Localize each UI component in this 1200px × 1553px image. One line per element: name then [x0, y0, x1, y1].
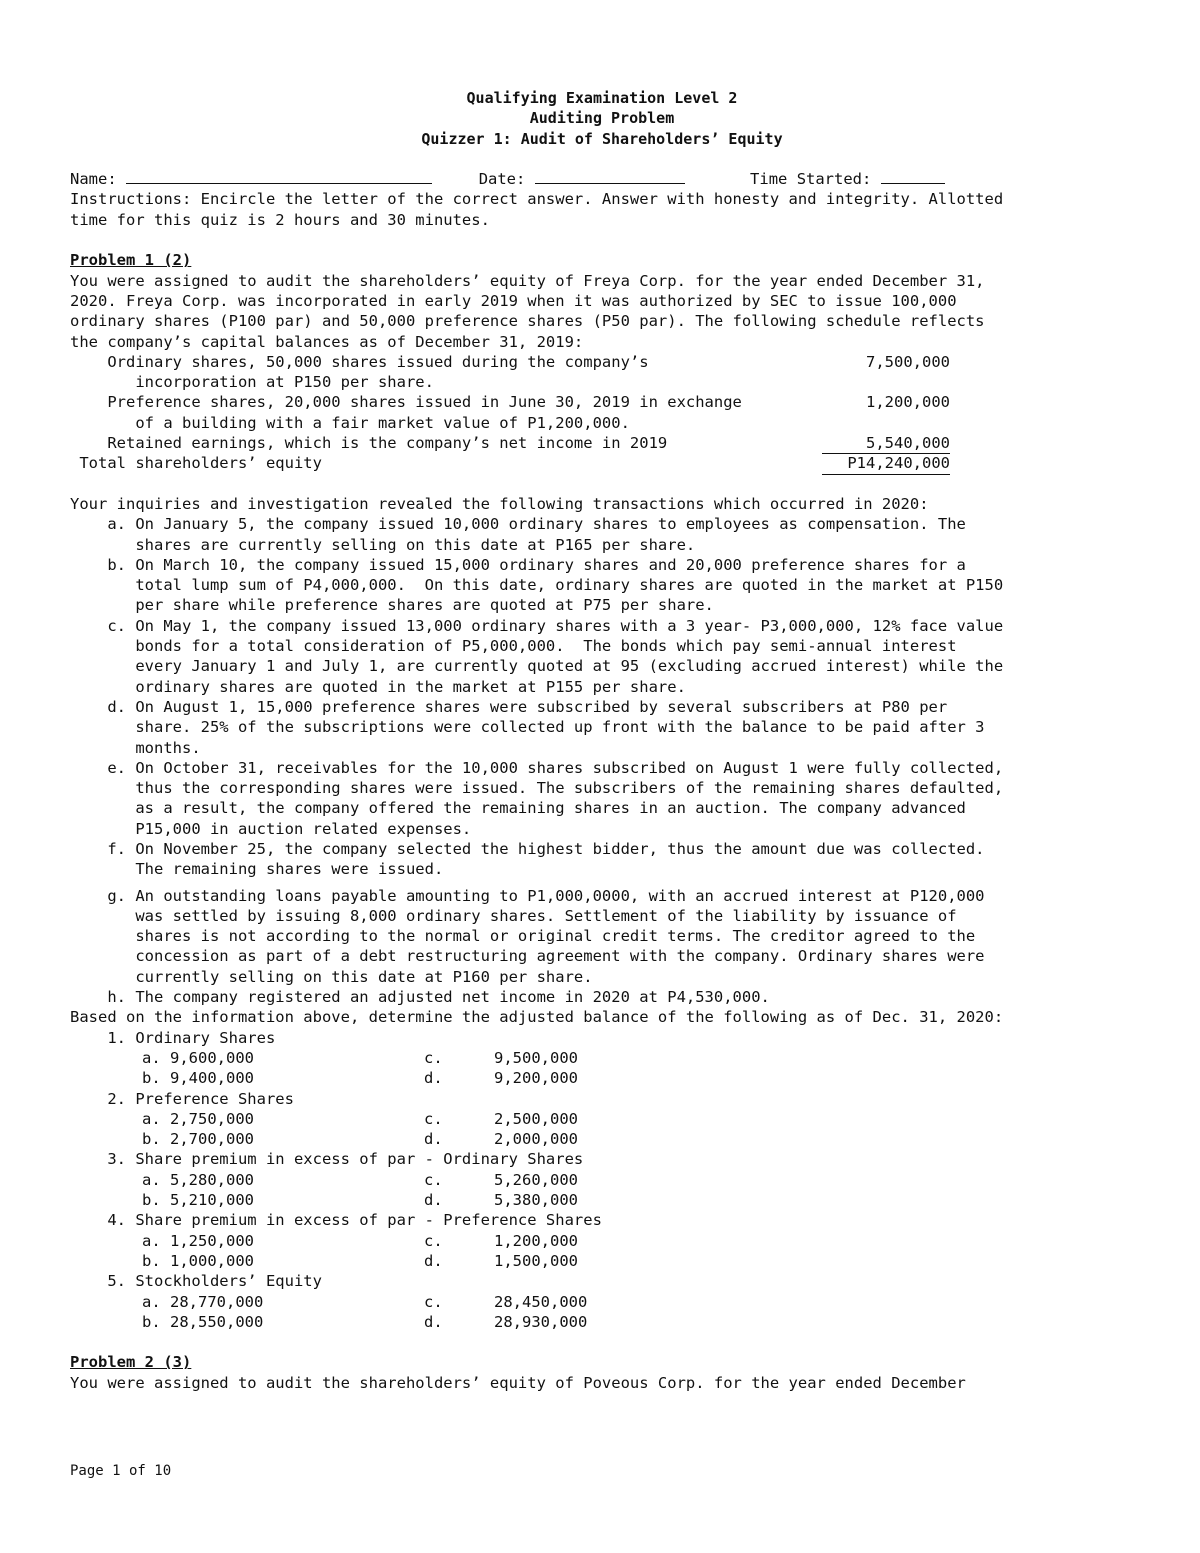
problem-1-intro-line: You were assigned to audit the shareholders’ equity of Freya Corp. for the year ended December 31,	[70, 271, 985, 290]
choice-row	[70, 1129, 1134, 1149]
schedule-total-row	[70, 453, 1134, 473]
answer-choice[interactable]: 5,380,000	[494, 1191, 578, 1210]
question-label: 4. Share premium in excess of par - Preference Shares	[70, 1211, 602, 1230]
answer-choice[interactable]: d.	[424, 1251, 443, 1270]
schedule-amount: 7,500,000	[866, 352, 950, 371]
schedule-total-label: Total shareholders’ equity	[70, 454, 322, 473]
choice-row	[70, 1231, 1134, 1251]
transaction-line: The remaining shares were issued.	[70, 860, 444, 879]
answer-choice[interactable]: c.	[424, 1231, 443, 1250]
problem-2-intro-line: You were assigned to audit the shareholders’ equity of Poveous Corp. for the year ended December	[70, 1373, 966, 1392]
document-page	[70, 88, 1134, 1393]
transaction-item	[70, 555, 1134, 616]
quiz-title: Quizzer 1: Audit of Shareholders’ Equity	[421, 129, 783, 148]
transaction-line: share. 25% of the subscriptions were collected up front with the balance to be paid after 3	[70, 718, 985, 737]
time-started-field[interactable]	[881, 169, 945, 184]
problem-1-intro-line: the company’s capital balances as of December 31, 2019:	[70, 332, 584, 351]
answer-choice[interactable]: b. 1,000,000	[142, 1251, 254, 1270]
choice-row	[70, 1251, 1134, 1271]
choice-row	[70, 1292, 1134, 1312]
page-number: Page 1 of 10	[70, 1463, 172, 1479]
answer-choice[interactable]: a. 9,600,000	[142, 1048, 254, 1067]
schedule-item: Preference shares, 20,000 shares issued in June 30, 2019 in exchange	[70, 393, 742, 412]
transaction-item	[70, 616, 1134, 697]
choice-row	[70, 1048, 1134, 1068]
question-label: 1. Ordinary Shares	[70, 1028, 276, 1047]
question-item	[70, 1089, 1134, 1150]
choice-row	[70, 1068, 1134, 1088]
transaction-item	[70, 514, 1134, 555]
name-field[interactable]	[126, 169, 432, 184]
answer-choice[interactable]: d.	[424, 1130, 443, 1149]
answer-choice[interactable]: c.	[424, 1170, 443, 1189]
exam-subtitle: Auditing Problem	[529, 109, 675, 128]
transactions-intro: Your inquiries and investigation revealed the following transactions which occurred in 2020:	[70, 494, 929, 513]
transaction-line: concession as part of a debt restructuring agreement with the company. Ordinary shares were	[70, 947, 985, 966]
answer-choice[interactable]: 9,500,000	[494, 1048, 578, 1067]
answer-choice[interactable]: b. 28,550,000	[142, 1312, 264, 1331]
transaction-line: h. The company registered an adjusted net income in 2020 at P4,530,000.	[70, 988, 770, 1007]
transaction-line: currently selling on this date at P160 per share.	[70, 967, 593, 986]
choice-row	[70, 1170, 1134, 1190]
capital-schedule	[70, 352, 1134, 474]
transaction-line: per share while preference shares are quoted at P75 per share.	[70, 596, 714, 615]
answer-choice[interactable]: c.	[424, 1109, 443, 1128]
transaction-line: was settled by issuing 8,000 ordinary shares. Settlement of the liability by issuance of	[70, 906, 957, 925]
transaction-line: months.	[70, 738, 201, 757]
transaction-line: d. On August 1, 15,000 preference shares were subscribed by several subscribers at P80 per	[70, 697, 948, 716]
schedule-row	[70, 352, 1134, 372]
problem-2-heading: Problem 2 (3)	[70, 1353, 192, 1372]
transaction-item	[70, 697, 1134, 758]
problem-1-intro-line: ordinary shares (P100 par) and 50,000 preference shares (P50 par). The following schedule reflects	[70, 312, 985, 331]
schedule-item: Retained earnings, which is the company’s net income in 2019	[70, 434, 668, 453]
question-label: 5. Stockholders’ Equity	[70, 1272, 322, 1291]
choice-row	[70, 1190, 1134, 1210]
answer-choice[interactable]: 2,500,000	[494, 1109, 578, 1128]
schedule-amount: 1,200,000	[866, 393, 950, 412]
schedule-row	[70, 413, 1134, 433]
answer-choice[interactable]: a. 28,770,000	[142, 1292, 264, 1311]
transaction-line: as a result, the company offered the remaining shares in an auction. The company advanced	[70, 799, 966, 818]
answer-choice[interactable]: b. 2,700,000	[142, 1130, 254, 1149]
transaction-line: P15,000 in auction related expenses.	[70, 819, 472, 838]
transaction-item	[70, 886, 1134, 987]
schedule-amount: 5,540,000	[822, 433, 950, 454]
transaction-line: bonds for a total consideration of P5,000,000. The bonds which pay semi-annual interest	[70, 637, 957, 656]
question-intro: Based on the information above, determine the adjusted balance of the following as of Dec. 31, 2020:	[70, 1008, 1004, 1027]
answer-choice[interactable]: c.	[424, 1292, 443, 1311]
answer-choice[interactable]: a. 1,250,000	[142, 1231, 254, 1250]
transaction-line: a. On January 5, the company issued 10,000 ordinary shares to employees as compensation. The	[70, 515, 966, 534]
time-started-label: Time Started:	[750, 170, 872, 189]
transactions-list	[70, 514, 1134, 1007]
form-fields-row	[70, 169, 1134, 189]
answer-choice[interactable]: 1,500,000	[494, 1251, 578, 1270]
instructions-line: time for this quiz is 2 hours and 30 minutes.	[70, 210, 490, 229]
transaction-line: thus the corresponding shares were issued. The subscribers of the remaining shares defaulted,	[70, 779, 1004, 798]
question-item	[70, 1028, 1134, 1089]
transaction-line: every January 1 and July 1, are currently quoted at 95 (excluding accrued interest) while the	[70, 657, 1004, 676]
date-label: Date:	[478, 170, 526, 189]
transaction-line: ordinary shares are quoted in the market at P155 per share.	[70, 677, 686, 696]
exam-title: Qualifying Examination Level 2	[466, 89, 738, 107]
schedule-row	[70, 392, 1134, 412]
answer-choice[interactable]: d.	[424, 1191, 443, 1210]
transaction-item	[70, 987, 1134, 1007]
instructions-line: Instructions: Encircle the letter of the correct answer. Answer with honesty and integrity. Allotted	[70, 190, 1004, 209]
question-label: 3. Share premium in excess of par - Ordinary Shares	[70, 1150, 584, 1169]
question-item	[70, 1149, 1134, 1210]
questions-list	[70, 1028, 1134, 1332]
transaction-line: shares are currently selling on this date at P165 per share.	[70, 535, 696, 554]
question-item	[70, 1210, 1134, 1271]
schedule-row	[70, 372, 1134, 392]
answer-choice[interactable]: b. 9,400,000	[142, 1069, 254, 1088]
transaction-line: e. On October 31, receivables for the 10,000 shares subscribed on August 1 were fully collected,	[70, 758, 1004, 777]
problem-1-intro-line: 2020. Freya Corp. was incorporated in early 2019 when it was authorized by SEC to issue 100,000	[70, 291, 957, 310]
date-field[interactable]	[535, 169, 685, 184]
transaction-line: total lump sum of P4,000,000. On this date, ordinary shares are quoted in the market at P150	[70, 576, 1004, 595]
answer-choice[interactable]: b. 5,210,000	[142, 1191, 254, 1210]
transaction-item	[70, 839, 1134, 880]
choice-row	[70, 1109, 1134, 1129]
problem-1-heading: Problem 1 (2)	[70, 251, 192, 270]
name-label: Name:	[70, 170, 117, 189]
answer-choice[interactable]: 2,000,000	[494, 1130, 578, 1149]
answer-choice[interactable]: 28,450,000	[494, 1292, 588, 1311]
answer-choice[interactable]: 9,200,000	[494, 1069, 578, 1088]
transaction-line: g. An outstanding loans payable amounting to P1,000,0000, with an accrued interest at P120,000	[70, 886, 985, 905]
schedule-item: of a building with a fair market value of P1,200,000.	[70, 413, 630, 432]
choice-row	[70, 1312, 1134, 1332]
schedule-item: Ordinary shares, 50,000 shares issued during the company’s	[70, 352, 649, 371]
schedule-item: incorporation at P150 per share.	[70, 373, 434, 392]
transaction-line: f. On November 25, the company selected the highest bidder, thus the amount due was collected.	[70, 839, 985, 858]
answer-choice[interactable]: 5,260,000	[494, 1170, 578, 1189]
answer-choice[interactable]: 28,930,000	[494, 1312, 588, 1331]
answer-choice[interactable]: d.	[424, 1312, 443, 1331]
schedule-total-amount: P14,240,000	[822, 453, 950, 474]
answer-choice[interactable]: 1,200,000	[494, 1231, 578, 1250]
answer-choice[interactable]: a. 2,750,000	[142, 1109, 254, 1128]
question-item	[70, 1271, 1134, 1332]
answer-choice[interactable]: a. 5,280,000	[142, 1170, 254, 1189]
transaction-line: b. On March 10, the company issued 15,000 ordinary shares and 20,000 preference shares for a	[70, 555, 966, 574]
schedule-row	[70, 433, 1134, 453]
transaction-line: shares is not according to the normal or original credit terms. The creditor agreed to the	[70, 927, 976, 946]
transaction-line: c. On May 1, the company issued 13,000 ordinary shares with a 3 year- P3,000,000, 12% face value	[70, 616, 1004, 635]
answer-choice[interactable]: c.	[424, 1048, 443, 1067]
answer-choice[interactable]: d.	[424, 1069, 443, 1088]
question-label: 2. Preference Shares	[70, 1089, 294, 1108]
transaction-item	[70, 758, 1134, 839]
